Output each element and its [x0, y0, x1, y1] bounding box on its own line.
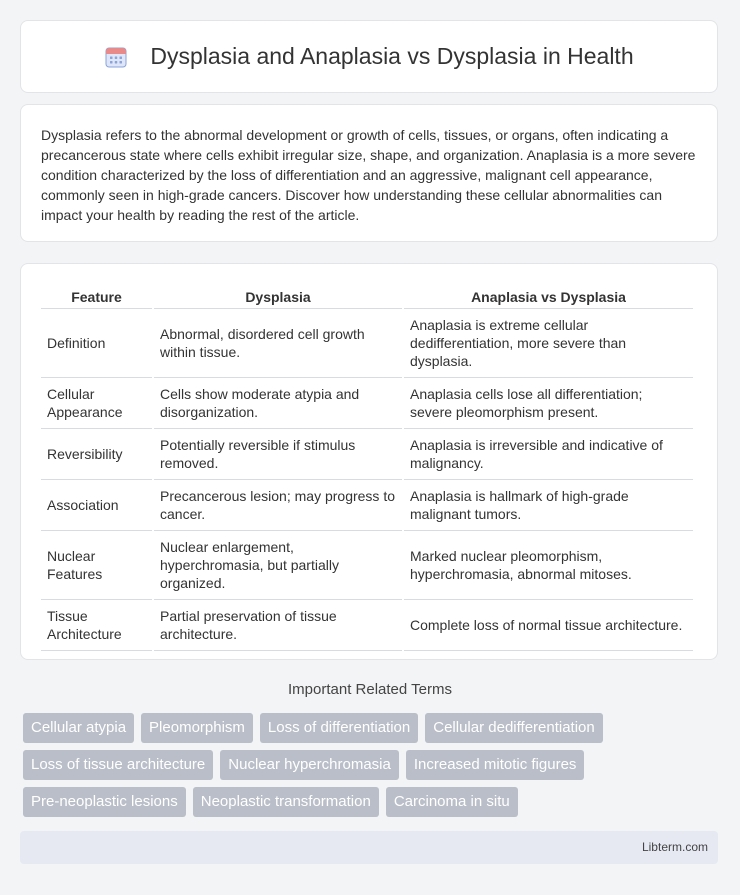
row-feature: Reversibility: [41, 429, 152, 480]
related-term-tag[interactable]: Cellular dedifferentiation: [425, 713, 603, 743]
row-dysplasia: Potentially reversible if stimulus removed.: [154, 429, 402, 480]
footer-brand-link[interactable]: Libterm.com: [641, 840, 708, 854]
row-feature: Association: [41, 480, 152, 531]
row-dysplasia: Precancerous lesion; may progress to cancer.: [154, 480, 402, 531]
related-term-tag[interactable]: Increased mitotic figures: [406, 750, 585, 780]
related-term-tag[interactable]: Loss of tissue architecture: [23, 750, 213, 780]
table-header-row: [41, 284, 693, 309]
related-term-tag[interactable]: Pleomorphism: [141, 713, 253, 743]
comparison-table-card: [20, 263, 718, 660]
column-header-dysplasia: Dysplasia: [154, 284, 402, 309]
table-row: [41, 480, 693, 531]
related-terms-heading: Important Related Terms: [288, 681, 452, 698]
related-terms-list: [23, 713, 723, 817]
related-term-tag[interactable]: Carcinoma in situ: [386, 787, 518, 817]
related-term-tag[interactable]: Cellular atypia: [23, 713, 134, 743]
intro-card: [20, 104, 718, 242]
row-anaplasia: Anaplasia is extreme cellular dedifferentiation, more severe than dysplasia.: [404, 309, 693, 378]
row-feature: Tissue Architecture: [41, 600, 152, 651]
comparison-table: [39, 284, 695, 651]
row-feature: Cellular Appearance: [41, 378, 152, 429]
table-row: [41, 531, 693, 600]
column-header-anaplasia: Anaplasia vs Dysplasia: [404, 284, 693, 309]
intro-text: Dysplasia refers to the abnormal development or growth of cells, tissues, or organs, often indicating a precancerous state where cells exhibit irregular size, shape, and organization. Anaplasia is a more severe condition characterized by the loss of differentiation and an aggressive, malignant cell appearance, commonly seen in high-grade cancers. Discover how understanding these cellular abnormalities can impact your health by reading the rest of the article.: [41, 127, 696, 223]
table-row: [41, 429, 693, 480]
related-term-tag[interactable]: Neoplastic transformation: [193, 787, 379, 817]
row-anaplasia: Anaplasia cells lose all differentiation; severe pleomorphism present.: [404, 378, 693, 429]
column-header-feature: Feature: [41, 284, 152, 309]
header-card: [20, 20, 718, 93]
row-anaplasia: Anaplasia is irreversible and indicative of malignancy.: [404, 429, 693, 480]
row-dysplasia: Abnormal, disordered cell growth within tissue.: [154, 309, 402, 378]
row-feature: Nuclear Features: [41, 531, 152, 600]
row-dysplasia: Nuclear enlargement, hyperchromasia, but partially organized.: [154, 531, 402, 600]
table-row: [41, 378, 693, 429]
row-anaplasia: Complete loss of normal tissue architecture.: [404, 600, 693, 651]
table-row: [41, 600, 693, 651]
related-term-tag[interactable]: Loss of differentiation: [260, 713, 418, 743]
page-title: Dysplasia and Anaplasia vs Dysplasia in Health: [150, 43, 634, 69]
row-feature: Definition: [41, 309, 152, 378]
related-term-tag[interactable]: Nuclear hyperchromasia: [220, 750, 399, 780]
row-dysplasia: Cells show moderate atypia and disorganization.: [154, 378, 402, 429]
calendar-icon: [104, 45, 128, 69]
related-term-tag[interactable]: Pre-neoplastic lesions: [23, 787, 186, 817]
row-dysplasia: Partial preservation of tissue architecture.: [154, 600, 402, 651]
footer: [20, 831, 718, 864]
row-anaplasia: Anaplasia is hallmark of high-grade malignant tumors.: [404, 480, 693, 531]
row-anaplasia: Marked nuclear pleomorphism, hyperchromasia, abnormal mitoses.: [404, 531, 693, 600]
table-row: [41, 309, 693, 378]
